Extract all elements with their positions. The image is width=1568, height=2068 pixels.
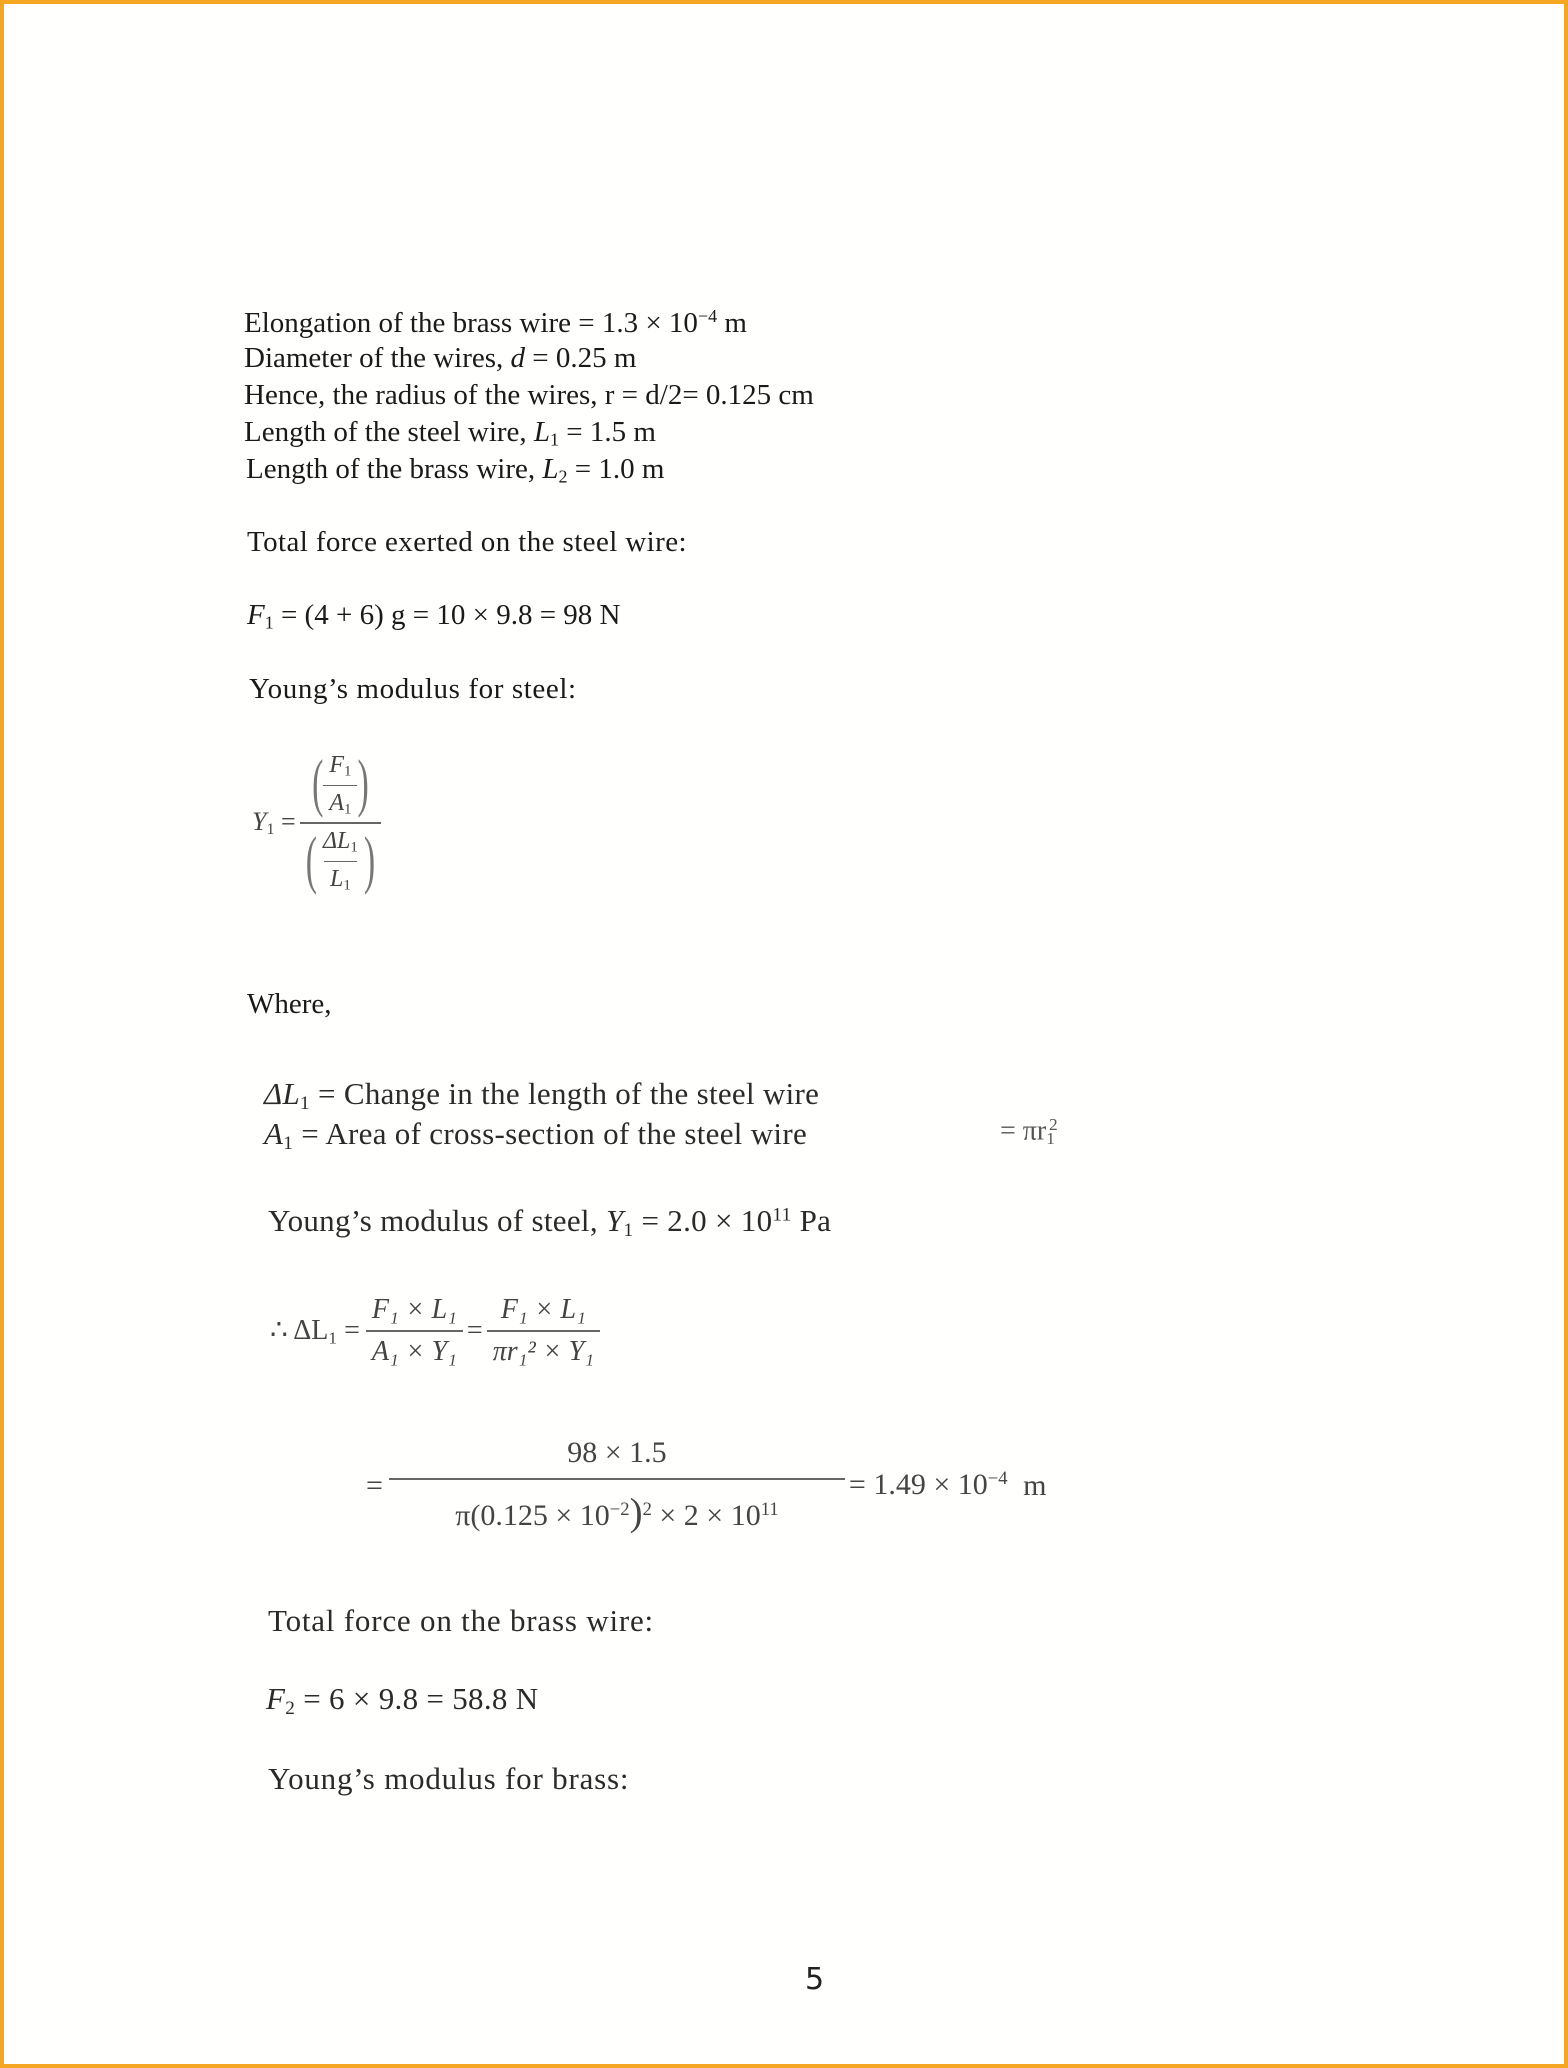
superscript: 2 <box>642 1498 652 1520</box>
variable: F <box>266 1681 286 1716</box>
steel-force-equation <box>247 601 621 631</box>
superscript: 11 <box>772 1204 792 1226</box>
text: = 2.0 × 10 <box>633 1203 773 1238</box>
superscript: −4 <box>697 306 718 326</box>
superscript: 2 <box>1048 1115 1058 1134</box>
subscript: 1 <box>343 877 351 894</box>
subscript: 1 <box>344 801 352 818</box>
text: = 1.5 m <box>559 416 656 448</box>
subscript: 2 <box>285 1697 296 1719</box>
denominator: πr₁² × Y₁ <box>487 1330 600 1368</box>
variable: Y <box>252 807 267 837</box>
text: ∴ ΔL <box>270 1315 329 1347</box>
delta-l1-formula <box>270 1294 600 1368</box>
formula-prefix: ∴ $\Delta L_1$ = <box>270 1315 360 1348</box>
variable: L <box>533 416 551 448</box>
brass-force-heading: Total force on the brass wire: <box>268 1603 654 1638</box>
text: = (4 + 6) g = 10 × 9.8 = 98 N <box>273 599 621 631</box>
numerator: F₁ × L₁ <box>371 1294 457 1325</box>
subscript: 1 <box>283 1132 294 1154</box>
fraction-1 <box>366 1294 463 1368</box>
steel-modulus-value <box>268 1205 831 1240</box>
text: = 1.0 m <box>567 453 665 485</box>
equals: = <box>366 1468 383 1502</box>
variable: L <box>542 453 559 485</box>
subscript: 1 <box>266 821 275 839</box>
definition-a1 <box>264 1118 807 1153</box>
variable: A <box>329 789 345 816</box>
text: Pa <box>791 1203 832 1238</box>
text: Hence, the radius of the wires, r = d/2= 0.125 cm <box>244 379 814 411</box>
young-modulus-formula <box>252 749 381 896</box>
main-fraction <box>300 749 381 896</box>
subscript: 1 <box>300 1092 310 1114</box>
variable: Y <box>605 1203 624 1238</box>
text: Young’s modulus of steel, <box>268 1203 606 1238</box>
text: Length of the steel wire, <box>244 416 534 448</box>
variable: ΔL <box>264 1076 301 1111</box>
fraction-2 <box>487 1294 600 1368</box>
superscript: −4 <box>987 1468 1008 1490</box>
subscript: 1 <box>328 1328 338 1348</box>
area-formula <box>1000 1116 1058 1147</box>
text: π(0.125 × 10 <box>455 1499 610 1532</box>
variable: F <box>329 752 345 778</box>
subscript: 1 <box>550 429 560 450</box>
subscript: 1 <box>350 840 358 857</box>
calc-result <box>849 1468 1046 1502</box>
text: Elongation of the brass wire = 1.3 × 10 <box>244 306 698 339</box>
numerator: ( $\frac{F_1}{A_1}$ ) <box>312 749 369 820</box>
steel-modulus-heading: Young’s modulus for steel: <box>249 673 577 705</box>
subscript: 1 <box>1046 1128 1055 1148</box>
given-radius <box>244 381 814 410</box>
text: m <box>1015 1468 1047 1502</box>
variable: A <box>264 1116 284 1151</box>
numerator: F₁ × L₁ <box>500 1294 586 1325</box>
formula-lhs: $Y_1$ = <box>252 807 296 839</box>
text: = 6 × 9.8 = 58.8 N <box>295 1681 539 1716</box>
denominator <box>389 1478 845 1535</box>
equals: = <box>466 1315 483 1346</box>
given-diameter <box>244 344 636 373</box>
text: = 0.25 m <box>525 342 637 374</box>
variable: ΔL <box>322 828 351 855</box>
text: = Change in the length of the steel wire <box>309 1076 820 1111</box>
definition-delta-l1 <box>264 1078 819 1113</box>
brass-modulus-heading: Young’s modulus for brass: <box>268 1761 630 1796</box>
denominator: A₁ × Y₁ <box>366 1330 463 1368</box>
superscript: 11 <box>760 1498 779 1520</box>
page-number: 5 <box>805 1962 825 1997</box>
text: = 1.49 × 10 <box>848 1468 988 1502</box>
text: × 2 × 10 <box>651 1499 761 1532</box>
denominator: ( $\frac{\Delta L_1}{L_1}$ ) <box>300 822 381 894</box>
calc-fraction <box>389 1436 845 1535</box>
delta-l1-calculation <box>366 1436 1046 1535</box>
subscript: 1 <box>623 1219 634 1241</box>
text: ) <box>629 1491 643 1534</box>
text: = Area of cross-section of the steel wire <box>293 1116 808 1151</box>
text: Diameter of the wires, <box>244 342 511 374</box>
given-length-steel <box>244 418 656 448</box>
subscript: 1 <box>264 612 274 633</box>
steel-force-heading: Total force exerted on the steel wire: <box>247 526 687 558</box>
subscript: 1 <box>344 763 352 780</box>
variable: d <box>510 342 526 374</box>
variable: F <box>247 599 265 631</box>
text: = πr <box>1000 1115 1047 1147</box>
superscript: −2 <box>609 1498 630 1520</box>
numerator: 98 × 1.5 <box>567 1436 667 1469</box>
given-length-brass <box>246 455 664 485</box>
subscript: 2 <box>558 466 568 487</box>
where-label: Where, <box>247 988 332 1020</box>
variable: L <box>330 866 344 893</box>
text: Length of the brass wire, <box>246 453 543 485</box>
brass-force-equation <box>266 1683 538 1718</box>
given-elongation-brass <box>244 307 747 338</box>
text: m <box>717 306 747 339</box>
